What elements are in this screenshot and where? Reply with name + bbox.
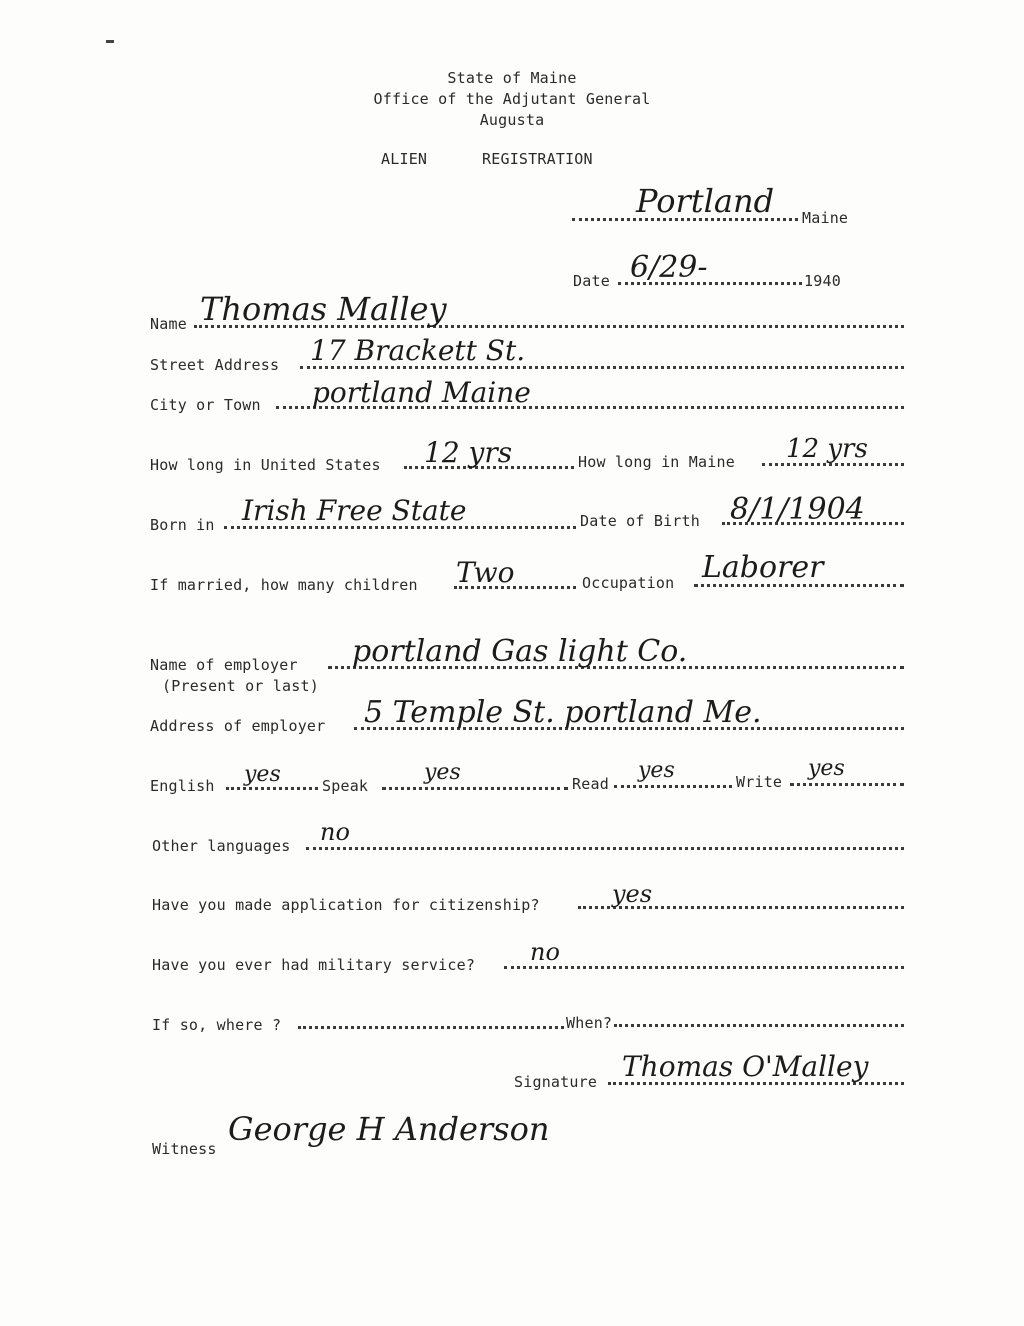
- employer-note: (Present or last): [162, 677, 319, 695]
- speak-label: Speak: [322, 777, 369, 795]
- write-value: yes: [808, 756, 845, 781]
- if-so-line: [298, 1026, 564, 1029]
- street-value: 17 Brackett St.: [310, 334, 526, 367]
- occupation-label: Occupation: [582, 574, 675, 592]
- name-value: Thomas Malley: [200, 290, 447, 328]
- speak-value: yes: [424, 760, 461, 785]
- speak-line: [382, 787, 568, 790]
- dob-label: Date of Birth: [580, 512, 700, 530]
- city-label: City or Town: [150, 396, 261, 414]
- read-label: Read: [572, 775, 609, 793]
- when-line: [614, 1024, 904, 1027]
- married-label: If married, how many children: [150, 576, 418, 594]
- english-label: English: [150, 777, 215, 795]
- dob-value: 8/1/1904: [730, 492, 865, 527]
- write-label: Write: [736, 773, 783, 791]
- read-line: [614, 785, 732, 788]
- military-value: no: [530, 938, 560, 966]
- signature-label: Signature: [514, 1073, 598, 1091]
- town-value: Portland: [636, 182, 775, 220]
- citizenship-label: Have you made application for citizenship?: [152, 896, 540, 914]
- how-long-us-value: 12 yrs: [424, 436, 513, 469]
- header-registration: REGISTRATION: [482, 150, 593, 168]
- witness-value: George H Anderson: [228, 1110, 550, 1148]
- employer-address-value: 5 Temple St. portland Me.: [364, 695, 762, 730]
- other-languages-line: [306, 847, 904, 850]
- citizenship-value: yes: [612, 880, 653, 908]
- name-label: Name: [150, 315, 187, 333]
- employer-label: Name of employer: [150, 656, 298, 674]
- header-alien: ALIEN: [381, 150, 428, 168]
- born-in-label: Born in: [150, 516, 215, 534]
- children-value: Two: [456, 556, 515, 589]
- city-value: portland Maine: [312, 376, 531, 409]
- maine-label: Maine: [802, 209, 849, 227]
- military-line: [504, 966, 904, 969]
- header-state: State of Maine: [447, 69, 577, 87]
- street-label: Street Address: [150, 356, 280, 374]
- employer-address-label: Address of employer: [150, 717, 326, 735]
- read-value: yes: [638, 758, 675, 783]
- when-label: When?: [566, 1014, 613, 1032]
- military-label: Have you ever had military service?: [152, 956, 476, 974]
- date-label: Date: [573, 272, 610, 290]
- born-in-value: Irish Free State: [242, 494, 467, 527]
- how-long-us-label: How long in United States: [150, 456, 381, 474]
- header-office: Office of the Adjutant General: [373, 90, 651, 108]
- witness-label: Witness: [152, 1140, 217, 1158]
- other-languages-value: no: [320, 818, 350, 846]
- scan-speck: [106, 40, 114, 43]
- english-line: [226, 787, 318, 790]
- signature-value: Thomas O'Malley: [622, 1050, 869, 1083]
- english-value: yes: [244, 762, 281, 787]
- other-languages-label: Other languages: [152, 837, 291, 855]
- year-label: 1940: [804, 272, 841, 290]
- if-so-label: If so, where ?: [152, 1016, 282, 1034]
- how-long-maine-value: 12 yrs: [786, 434, 868, 464]
- how-long-maine-label: How long in Maine: [578, 453, 735, 471]
- write-line: [790, 783, 904, 786]
- occupation-value: Laborer: [702, 550, 824, 585]
- header-city: Augusta: [479, 111, 545, 129]
- date-value: 6/29-: [630, 250, 708, 285]
- employer-value: portland Gas light Co.: [352, 634, 688, 669]
